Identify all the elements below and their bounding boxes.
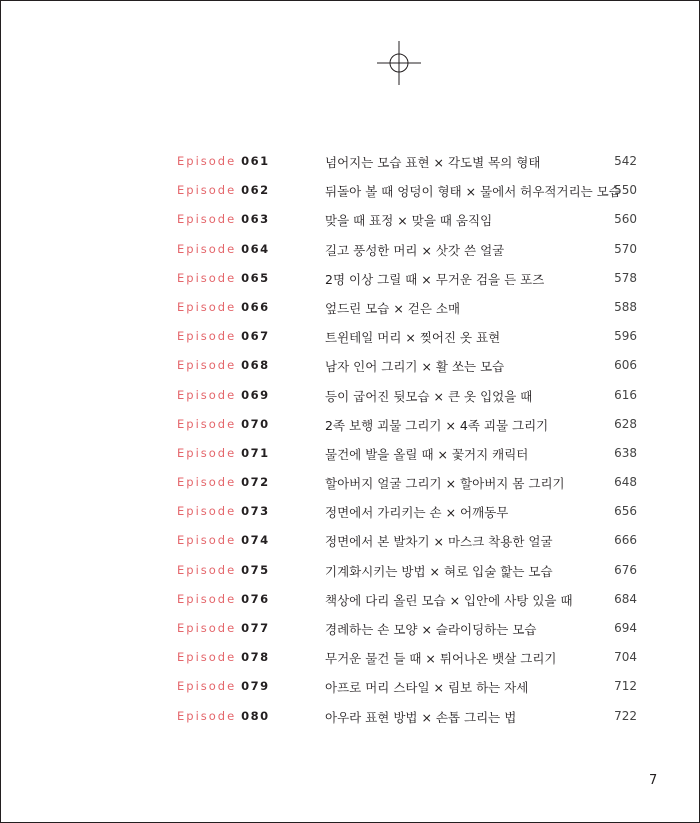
page-number: 7 (649, 773, 658, 788)
toc-entry (0, 264, 700, 293)
page-ref: 578 (614, 270, 637, 285)
toc-entry (0, 147, 700, 176)
episode-title: 2명 이상 그릴 때 × 무거운 검을 든 포즈 (325, 271, 545, 287)
toc-entry (0, 702, 700, 731)
episode-number: 080 (241, 708, 270, 723)
episode-number: 077 (241, 621, 270, 635)
episode-word: Episode (177, 299, 237, 314)
episode-word: Episode (177, 416, 237, 431)
episode-word: Episode (177, 475, 237, 490)
episode-number: 072 (241, 475, 270, 490)
episode-word: Episode (177, 387, 237, 402)
toc-entry (0, 205, 700, 234)
page-ref: 570 (614, 241, 637, 256)
toc-entry (0, 672, 700, 701)
episode-title: 남자 인어 그리기 × 활 쏘는 모습 (325, 359, 505, 375)
toc-entry (0, 322, 700, 351)
episode-number: 062 (241, 183, 270, 198)
episode-label (177, 533, 270, 547)
episode-number: 074 (241, 533, 270, 548)
toc-entry (0, 643, 700, 672)
episode-title: 할아버지 얼굴 그리기 × 할아버지 몸 그리기 (325, 476, 565, 492)
episode-label (177, 446, 270, 460)
episode-title: 기계화시키는 방법 × 혀로 입술 핥는 모습 (325, 563, 553, 579)
episode-number: 073 (241, 504, 270, 519)
episode-title: 무거운 물건 들 때 × 튀어나온 뱃살 그리기 (325, 651, 557, 667)
episode-label (177, 154, 270, 168)
episode-word: Episode (177, 679, 237, 694)
episode-word: Episode (177, 445, 237, 460)
episode-title: 아우라 표현 방법 × 손톱 그리는 법 (325, 709, 517, 725)
page-ref: 638 (614, 445, 637, 460)
episode-word: Episode (177, 591, 237, 606)
episode-title: 정면에서 본 발차기 × 마스크 착용한 얼굴 (325, 534, 553, 550)
episode-word: Episode (177, 533, 237, 548)
toc-entry (0, 410, 700, 439)
episode-label (177, 358, 270, 372)
episode-number: 063 (241, 212, 270, 227)
episode-word: Episode (177, 621, 237, 635)
toc-entry (0, 468, 700, 497)
page-ref: 560 (614, 212, 637, 227)
episode-word: Episode (177, 650, 237, 665)
page-ref: 684 (614, 591, 637, 606)
episode-label (177, 183, 270, 197)
episode-number: 067 (241, 329, 270, 344)
page-ref: 666 (614, 533, 637, 548)
episode-title: 2족 보행 괴물 그리기 × 4족 괴물 그리기 (325, 417, 549, 433)
episode-label (177, 504, 270, 518)
toc-entry (0, 351, 700, 380)
episode-title: 정면에서 가리키는 손 × 어깨동무 (325, 505, 509, 521)
episode-title: 맞을 때 표정 × 맞을 때 움직임 (325, 213, 493, 229)
toc-entry (0, 235, 700, 264)
toc-entry (0, 176, 700, 205)
episode-number: 066 (241, 299, 270, 314)
toc-entry (0, 526, 700, 555)
episode-word: Episode (177, 358, 237, 373)
episode-word: Episode (177, 212, 237, 227)
episode-title: 길고 풍성한 머리 × 삿갓 쓴 얼굴 (325, 242, 505, 258)
episode-label (177, 709, 270, 723)
page-ref: 616 (614, 387, 637, 402)
episode-number: 068 (241, 358, 270, 373)
episode-word: Episode (177, 154, 237, 168)
episode-number: 070 (241, 416, 270, 431)
episode-number: 076 (241, 591, 270, 606)
episode-number: 069 (241, 387, 270, 402)
page-ref: 694 (614, 621, 637, 635)
episode-number: 078 (241, 650, 270, 665)
toc-entry (0, 614, 700, 643)
episode-word: Episode (177, 270, 237, 285)
episode-title: 엎드린 모습 × 걷은 소매 (325, 300, 461, 316)
registration-mark-icon (377, 41, 421, 85)
page-ref: 648 (614, 475, 637, 490)
page-ref: 588 (614, 299, 637, 314)
episode-label (177, 417, 270, 431)
page-ref: 550 (614, 183, 637, 198)
episode-label (177, 212, 270, 226)
episode-label (177, 475, 270, 489)
episode-label (177, 650, 270, 664)
toc-entry (0, 585, 700, 614)
episode-title: 물건에 발을 올릴 때 × 꽃거지 캐릭터 (325, 446, 529, 462)
episode-word: Episode (177, 562, 237, 577)
episode-number: 079 (241, 679, 270, 694)
episode-number: 065 (241, 270, 270, 285)
page-ref: 676 (614, 562, 637, 577)
toc-entry (0, 556, 700, 585)
episode-word: Episode (177, 329, 237, 344)
toc-entry (0, 497, 700, 526)
page-ref: 606 (614, 358, 637, 373)
episode-word: Episode (177, 504, 237, 519)
episode-word: Episode (177, 183, 237, 198)
episode-label (177, 679, 270, 693)
episode-title: 뒤돌아 볼 때 엉덩이 형태 × 물에서 허우적거리는 모습 (325, 184, 621, 200)
page-ref: 596 (614, 329, 637, 344)
episode-label (177, 271, 270, 285)
episode-number: 061 (241, 154, 270, 168)
page-ref: 656 (614, 504, 637, 519)
episode-label (177, 300, 270, 314)
table-of-contents (0, 147, 700, 731)
episode-label (177, 329, 270, 343)
episode-label (177, 388, 270, 402)
episode-label (177, 563, 270, 577)
episode-label (177, 592, 270, 606)
episode-title: 아프로 머리 스타일 × 림보 하는 자세 (325, 680, 529, 696)
episode-number: 064 (241, 241, 270, 256)
page-ref: 712 (614, 679, 637, 694)
toc-entry (0, 381, 700, 410)
episode-label (177, 621, 270, 635)
episode-word: Episode (177, 241, 237, 256)
episode-number: 071 (241, 445, 270, 460)
page-ref: 704 (614, 650, 637, 665)
episode-word: Episode (177, 708, 237, 723)
episode-title: 경례하는 손 모양 × 슬라이딩하는 모습 (325, 622, 537, 637)
toc-entry (0, 293, 700, 322)
episode-title: 넘어지는 모습 표현 × 각도별 목의 형태 (325, 155, 541, 170)
episode-label (177, 242, 270, 256)
episode-title: 책상에 다리 올린 모습 × 입안에 사탕 있을 때 (325, 592, 573, 608)
page-ref: 628 (614, 416, 637, 431)
episode-number: 075 (241, 562, 270, 577)
page-ref: 542 (614, 154, 637, 168)
episode-title: 트윈테일 머리 × 찢어진 옷 표현 (325, 330, 501, 346)
page-ref: 722 (614, 708, 637, 723)
episode-title: 등이 굽어진 뒷모습 × 큰 옷 입었을 때 (325, 388, 533, 404)
toc-entry (0, 439, 700, 468)
